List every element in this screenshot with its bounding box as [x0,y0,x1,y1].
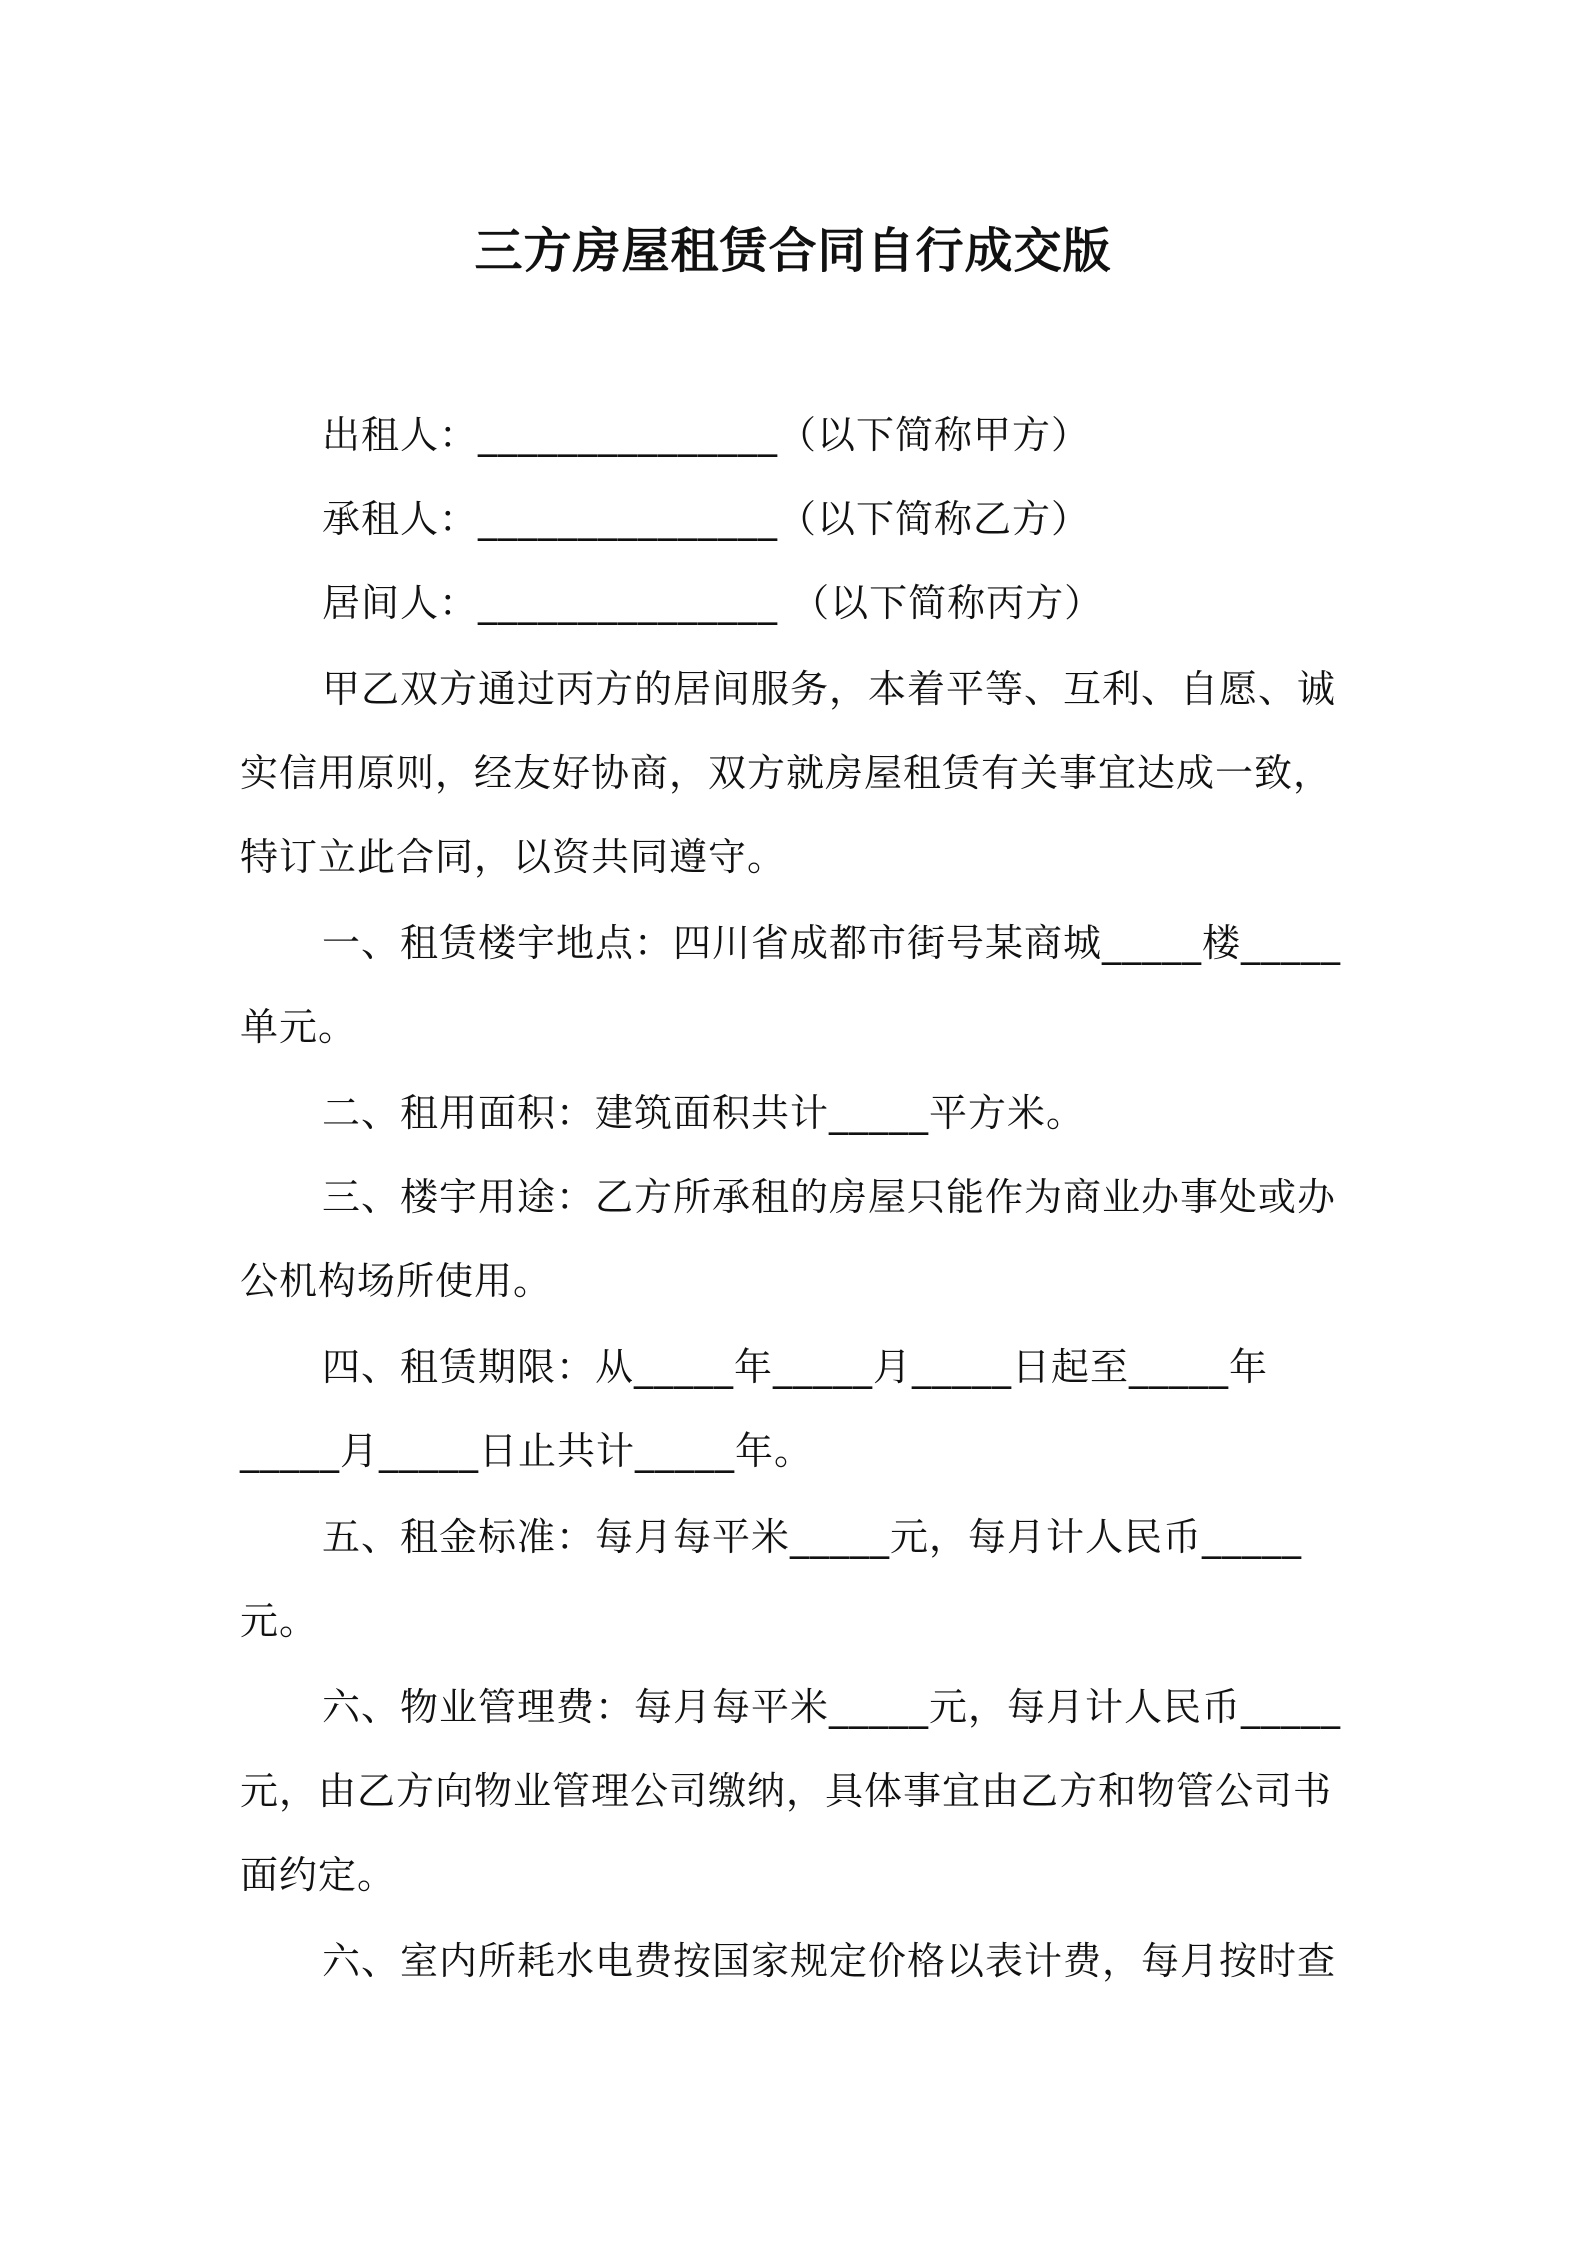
clause-usage: 三、楼宇用途：乙方所承租的房屋只能作为商业办事处或办 [322,1175,1337,1219]
preamble-line: 甲乙双方通过丙方的居间服务，本着平等、互利、自愿、诚 [322,667,1337,711]
preamble-line: 实信用原则，经友好协商，双方就房屋租赁有关事宜达成一致， [240,751,1333,795]
clause-property-fee: 面约定。 [240,1853,397,1897]
clause-area: 二、租用面积：建筑面积共计_____平方米。 [322,1091,1086,1135]
clause-location: 一、租赁楼宇地点：四川省成都市街号某商城_____楼_____ [322,921,1342,965]
clause-term: _____月_____日止共计_____年。 [240,1429,814,1473]
clause-property-fee: 元，由乙方向物业管理公司缴纳，具体事宜由乙方和物管公司书 [240,1769,1333,1813]
lessee-line: 承租人：_______________（以下简称乙方） [322,497,1091,541]
preamble-line: 特订立此合同，以资共同遵守。 [240,835,787,879]
clause-location: 单元。 [240,1005,358,1049]
clause-rent: 元。 [240,1599,319,1643]
lessor-line: 出租人：_______________（以下简称甲方） [322,413,1091,457]
intermediary-line: 居间人：_______________ （以下简称丙方） [322,581,1104,625]
clause-term: 四、租赁期限：从_____年_____月_____日起至_____年 [322,1345,1269,1389]
clause-property-fee: 六、物业管理费：每月每平米_____元，每月计人民币_____ [322,1685,1342,1729]
clause-usage: 公机构场所使用。 [240,1259,553,1303]
clause-utilities: 六、室内所耗水电费按国家规定价格以表计费，每月按时查 [322,1939,1337,1983]
clause-rent: 五、租金标准：每月每平米_____元，每月计人民币_____ [322,1515,1303,1559]
document-title: 三方房屋租赁合同自行成交版 [474,223,1112,279]
